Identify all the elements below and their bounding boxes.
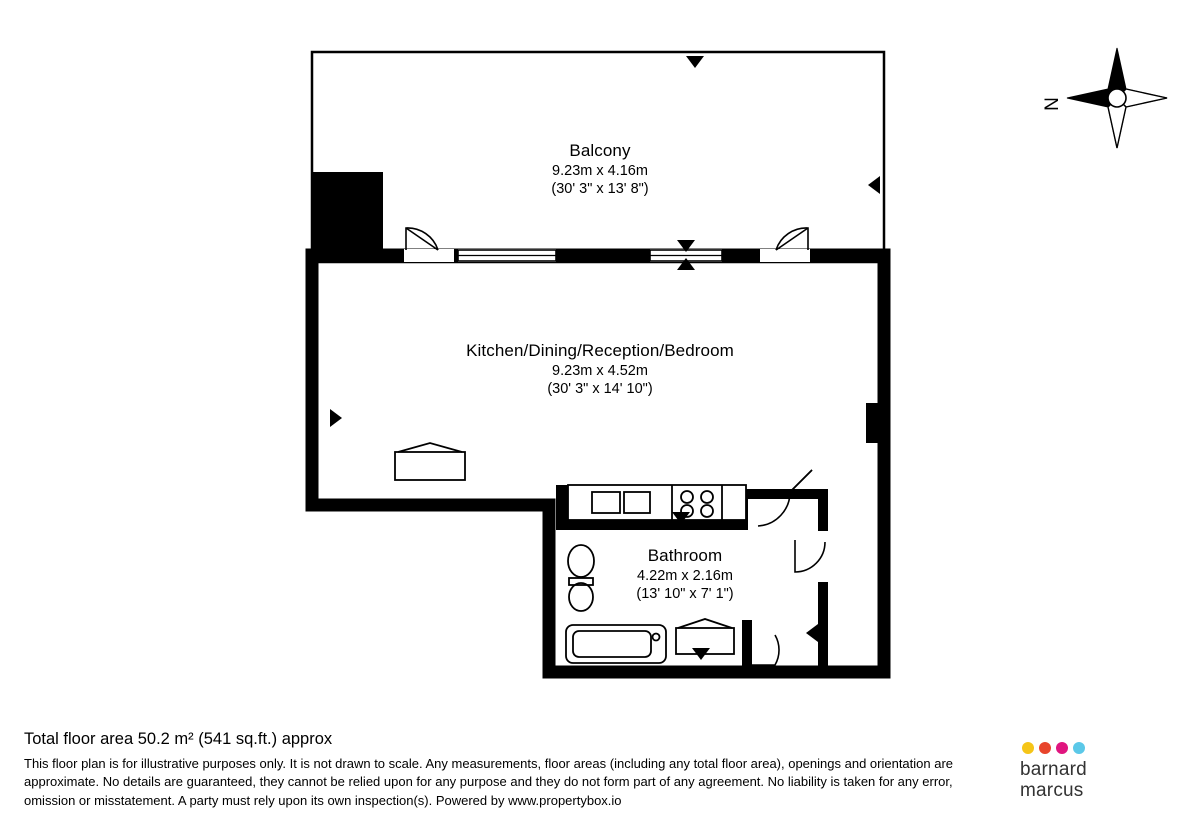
compass-rose (1042, 48, 1167, 148)
room-dimension-metric: 9.23m x 4.16m (552, 162, 648, 179)
room-name: Bathroom (647, 546, 723, 565)
kitchen-units (568, 485, 746, 520)
brand-dot-magenta (1056, 742, 1068, 754)
room-dimension-imperial: (30' 3" x 14' 10") (547, 381, 653, 398)
brand-dot-blue (1073, 742, 1085, 754)
room-dimension-metric: 9.23m x 4.52m (552, 362, 648, 379)
brand-name-line2: marcus (1020, 779, 1084, 801)
brand-dot-yellow (1022, 742, 1034, 754)
disclaimer-text: This floor plan is for illustrative purposes only. It is not drawn to scale. Any measurements, floor areas (including any total floor area), openings and orientation are approximate. No details are guaranteed, they cannot be relied upon for any purpose and they do not form part of any agreement. No liability is taken for any error, omission or misstatement. A party must rely upon its own inspection(s). Powered by www.propertybox.io (24, 756, 954, 808)
room-dimension-imperial: (13' 10" x 7' 1") (636, 586, 734, 603)
room-dimension-imperial: (30' 3" x 13' 8") (551, 181, 649, 198)
room-label-bathroom (545, 545, 825, 604)
total-floor-area: Total floor area 50.2 m² (541 sq.ft.) approx (24, 730, 333, 748)
room-label-main-room (450, 340, 750, 399)
room-label-balcony (455, 140, 745, 199)
balcony-left-wall-block (313, 172, 383, 260)
brand-name-line1: barnard (1020, 759, 1087, 780)
room-dimension-metric: 4.22m x 2.16m (637, 567, 733, 584)
room-name: Kitchen/Dining/Reception/Bedroom (466, 341, 734, 360)
footer (24, 730, 1004, 810)
brand-dots (1022, 742, 1180, 754)
svg-text:N: N (1042, 97, 1063, 111)
brand-dot-red (1039, 742, 1051, 754)
room-name: Balcony (569, 141, 631, 160)
brand-logo (1020, 742, 1180, 801)
